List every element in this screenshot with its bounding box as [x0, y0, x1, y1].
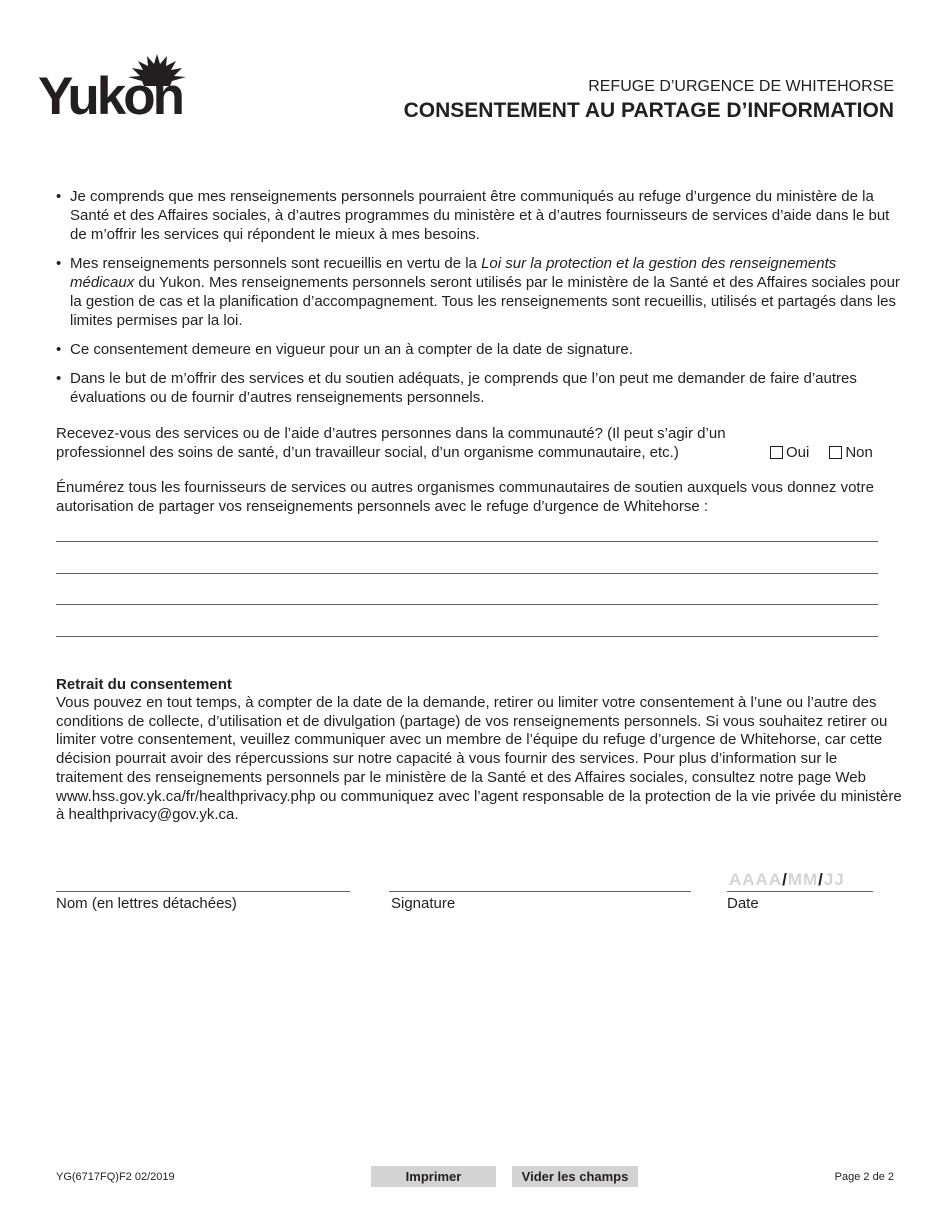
date-field[interactable] [727, 891, 873, 892]
bullet-text: Je comprends que mes renseignements personnels pourraient être communiqués au refuge d’urgence du ministère de la Santé et des Affaires sociales, à d’autres programmes du ministère et à d’autres fournisseurs de services d’aide dans le but de m’offrir les services qui répondent le mieux à mes besoins. [70, 188, 890, 243]
name-label: Nom (en lettres détachées) [56, 895, 237, 912]
retrait-body: Vous pouvez en tout temps, à compter de la date de la demande, retirer ou limiter votre consentement à l’une ou l’autre des conditions de collecte, d’utilisation et de divulgation (partage) de vos renseignements personnels. Si vous souhaitez retirer ou limiter votre consentement, veuillez communiquer avec un membre de l’équipe du refuge d’urgence de Whitehorse, car cette décision pourrait avoir des répercussions sur notre capacité à vous fournir des services. Pour plus d’information sur le traitement des renseignements personnels par le ministère de la Santé et des Affaires sociales, consultez notre page Web www.hss.gov.yk.ca/fr/healthprivacy.php ou communiquez avec l’agent responsable de la protection de la vie privée du ministère à healthprivacy@gov.yk.ca. [56, 694, 902, 824]
consent-bullet-list [56, 187, 902, 417]
provider-field-3[interactable] [56, 604, 878, 605]
provider-field-4[interactable] [56, 636, 878, 637]
logo-wordmark: Yukon [38, 67, 183, 126]
bullet-item [56, 369, 902, 407]
services-options [770, 443, 873, 462]
provider-field-2[interactable] [56, 573, 878, 574]
signature-field[interactable] [389, 891, 691, 892]
provider-field-1[interactable] [56, 541, 878, 542]
name-field[interactable] [56, 891, 350, 892]
date-sep: / [782, 870, 788, 889]
bullet-text: Mes renseignements personnels sont recueillis en vertu de la [70, 255, 482, 272]
form-subtitle: REFUGE D’URGENCE DE WHITEHORSE [588, 78, 894, 95]
non-label: Non [845, 444, 873, 461]
non-checkbox[interactable] [829, 446, 842, 459]
services-question: Recevez-vous des services ou de l’aide d’autres personnes dans la communauté? (Il peut s’agir d’un professionnel des soins de santé, d’un travailleur social, d’un organisme communautaire, etc.) [56, 425, 726, 461]
law-title: Loi sur la protection et la gestion des renseignements médicaux [70, 255, 837, 291]
page-number: Page 2 de 2 [834, 1171, 894, 1183]
clear-fields-button[interactable]: Vider les champs [512, 1166, 638, 1187]
date-year: AAAA [729, 870, 783, 889]
bullet-text: Ce consentement demeure en vigueur pour un an à compter de la date de signature. [70, 341, 633, 358]
providers-prompt: Énumérez tous les fournisseurs de services ou autres organismes communautaires de soutien auxquels vous donnez votre autorisation de partager vos renseignements personnels avec le refuge d’urgence de Whitehorse : [56, 479, 874, 515]
yukon-logo [38, 52, 213, 124]
bullet-item [56, 340, 902, 359]
bullet-text: Dans le but de m’offrir des services et du soutien adéquats, je comprends que l’on peut me demander de faire d’autres évaluations ou de fournir d’autres renseignements personnels. [70, 370, 857, 406]
date-sep: / [818, 870, 824, 889]
bullet-text: du Yukon. Mes renseignements personnels seront utilisés par le ministère de la Santé et des Affaires sociales pour la gestion de cas et la planification d’accompagnement. Tous les renseignements sont recueillis, utilisés et partagés dans les limites permises par la loi. [70, 274, 900, 329]
form-code: YG(6717FQ)F2 02/2019 [56, 1171, 175, 1183]
signature-label: Signature [391, 895, 456, 912]
date-month: MM [787, 870, 819, 889]
option-oui[interactable] [770, 443, 809, 462]
date-placeholder[interactable] [729, 870, 845, 890]
date-label: Date [727, 895, 759, 912]
form-title: CONSENTEMENT AU PARTAGE D’INFORMATION [403, 99, 894, 122]
date-day: JJ [823, 870, 845, 889]
oui-checkbox[interactable] [770, 446, 783, 459]
option-non[interactable] [829, 443, 873, 462]
retrait-heading: Retrait du consentement [56, 676, 232, 693]
print-button[interactable]: Imprimer [371, 1166, 496, 1187]
oui-label: Oui [786, 444, 810, 461]
bullet-item [56, 187, 902, 244]
bullet-item [56, 254, 902, 330]
